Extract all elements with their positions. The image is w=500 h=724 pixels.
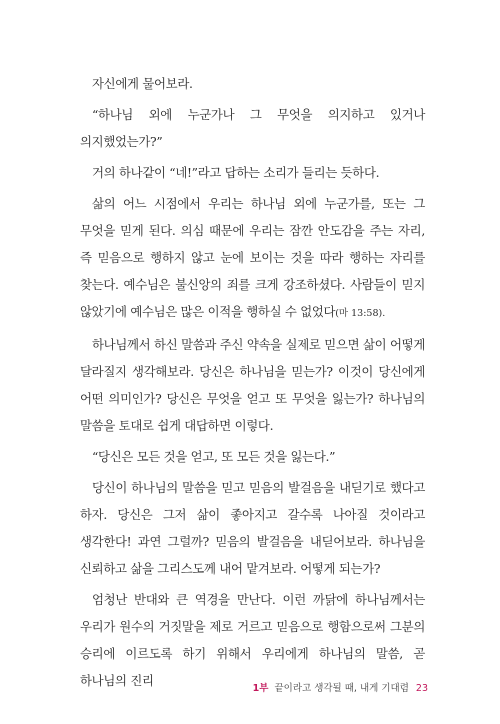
scripture-citation: (마 13:58). — [335, 308, 386, 319]
page-footer — [253, 680, 428, 694]
paragraph-8: 엄청난 반대와 큰 역경을 만난다. 이런 까닭에 하나님께서는 우리가 원수의 거짓말을 제로 거르고 믿음으로 행함으로써 그분의 승리에 이르도록 하기 위해서 우리에게 하나님의 말씀, 곧 하나님의 진리 — [80, 592, 425, 688]
paragraph-5: 하나님께서 하신 말씀과 주신 약속을 실제로 믿으면 삶이 어떻게 달라질지 생각해보라. 당신은 하나님을 믿는가? 이것이 당신에게 어떤 의미인가? 당신은 무엇을 얻고 또 무엇을 잃는가? 하나님의 말씀을 토대로 쉽게 대답하면 이렇다. — [80, 337, 425, 433]
paragraph-1: 자신에게 물어보라. — [92, 76, 193, 91]
page-number: 23 — [415, 683, 428, 694]
footer-part-label: 1부 — [252, 683, 269, 694]
paragraph-6: “당신은 모든 것을 얻고, 또 모든 것을 잃는다.” — [92, 449, 336, 464]
paragraph-3: 거의 하나같이 “네!”라고 답하는 소리가 들리는 듯하다. — [92, 165, 380, 180]
page-body — [80, 70, 425, 698]
paragraph-7: 당신이 하나님의 말씀을 믿고 믿음의 발걸음을 내딛기로 했다고 하자. 당신은 그저 삶이 좋아지고 갈수록 나아질 것이라고 생각한다! 과연 그럴까? 믿음의 발걸음을 내딛어보라. 하나님을 신뢰하고 삶을 그리스도께 내어 맡겨보라. 어떻게 되는가? — [80, 480, 425, 576]
paragraph-4 — [80, 190, 425, 327]
footer-chapter-title: 끝이라고 생각될 때, 내게 기대렴 — [274, 683, 409, 694]
paragraph-2: “하나님 외에 누군가나 그 무엇을 의지하고 있거나 의지했었는가?” — [80, 107, 425, 149]
paragraph-4-text: 삶의 어느 시점에서 우리는 하나님 외에 누군가를, 또는 그 무엇을 믿게 된다. 의심 때문에 우리는 잠깐 안도감을 주는 자리, 즉 믿음으로 행하지 않고 눈에 보이는 것을 따라 행하는 자리를 찾는다. 예수님은 불신앙의 죄를 크게 강조하셨다. 사람들이 믿지 않았기에 예수님은 많은 이적을 행하실 수 없었다 — [80, 196, 425, 319]
